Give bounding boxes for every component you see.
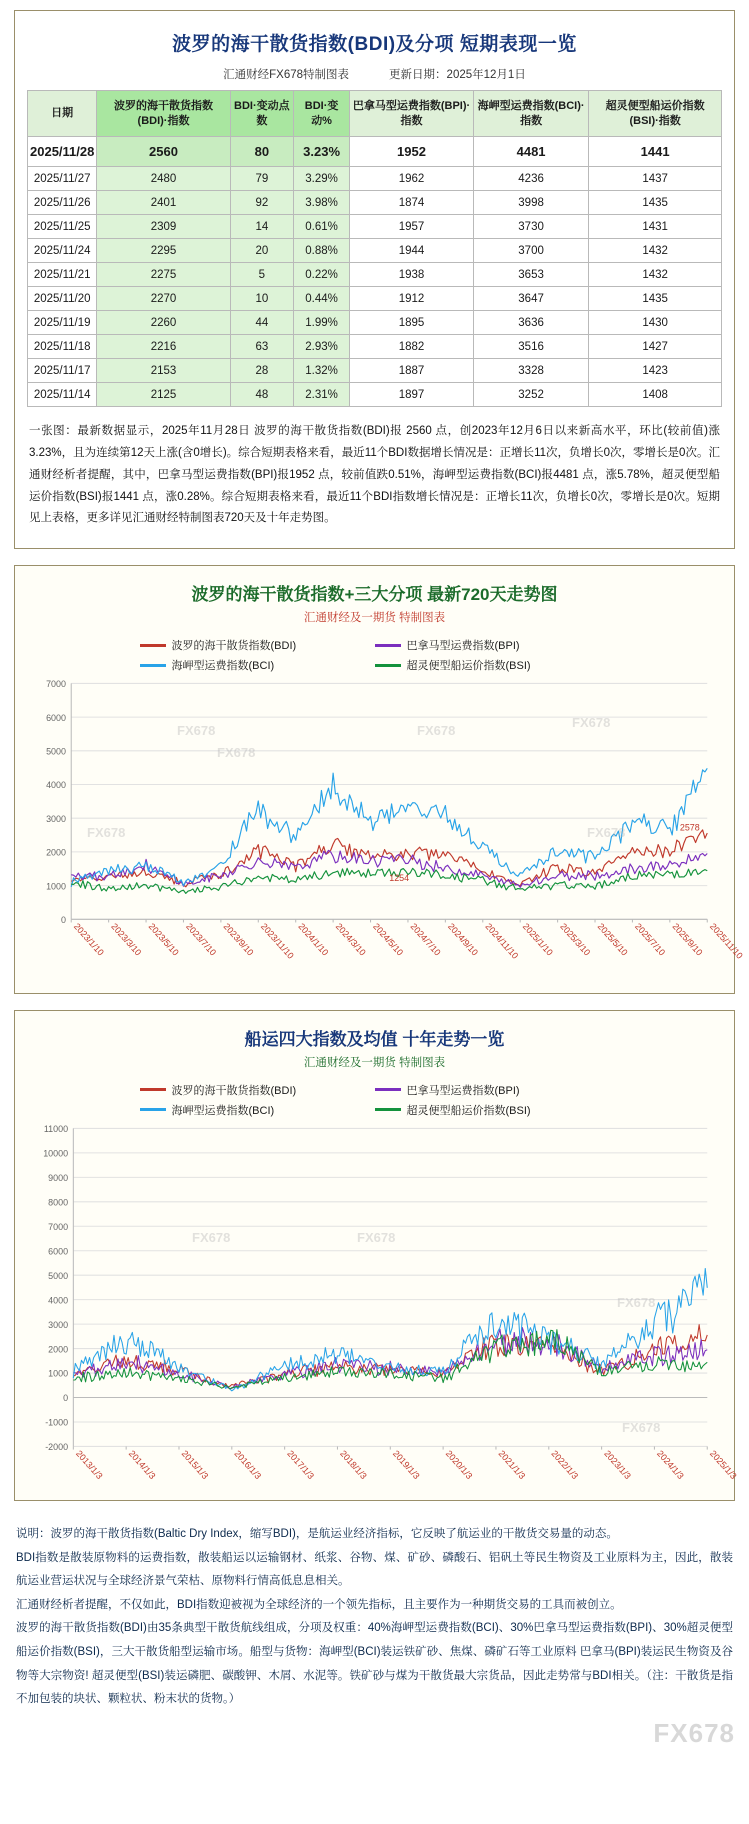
table-row (28, 359, 722, 383)
svg-text:4000: 4000 (48, 1294, 69, 1305)
svg-text:2021/1/3: 2021/1/3 (496, 1448, 528, 1481)
legend-label-bpi: 巴拿马型运费指数(BPI) (406, 640, 520, 653)
legend-item-bci (140, 657, 375, 673)
cell-date: 2025/11/25 (28, 215, 97, 239)
watermark-fx678: FX678 (87, 825, 126, 841)
cell-date: 2025/11/21 (28, 263, 97, 287)
svg-text:2025/1/10: 2025/1/10 (520, 921, 555, 958)
cell-bsi: 1423 (589, 359, 722, 383)
cell-bsi: 1432 (589, 263, 722, 287)
cell-chg: 63 (230, 335, 293, 359)
legend-swatch-bdi (140, 644, 166, 647)
watermark-fx678: FX678 (417, 723, 456, 739)
cell-bsi: 1441 (589, 137, 722, 167)
cell-pct: 3.23% (294, 137, 350, 167)
cell-date: 2025/11/17 (28, 359, 97, 383)
cell-bci: 3730 (473, 215, 588, 239)
table-note: 一张图：最新数据显示，2025年11月28日 波罗的海干散货指数(BDI)报 2560 点，创2023年12月6日以来新高水平，环比(较前值)涨3.23%，且为连续第12天上涨(含0增长)。综合短期表格来看，最近11个BDI数据增长情况是：正增长11次，负增长0次，零增长是0次。汇通财经析者提醒，其中，巴拿马型运费指数(BPI)报1952 点，较前值跌0.51%，海岬型运费指数(BCI)报4481 点，涨5.78%，超灵便型船运价指数(BSI)报1441 点，涨0.28%。综合短期表格来看，最近11个BDI指数增长情况是：正增长11次，负增长0次，零增长是0次。短期见上表格，更多详见汇通财经特制图表720天及十年走势图。 (29, 425, 720, 525)
cell-bpi: 1882 (350, 335, 474, 359)
col-bsi: 超灵便型船运价指数(BSI)·指数 (589, 91, 722, 137)
svg-text:-1000: -1000 (45, 1417, 69, 1428)
cell-bpi: 1957 (350, 215, 474, 239)
cell-bdi: 2401 (97, 191, 230, 215)
svg-text:2024/5/10: 2024/5/10 (371, 921, 406, 958)
footer-line: 汇通财经析者提醒，不仅如此，BDI指数迎被视为全球经济的一个领先指标，且主要作为一种期货交易的工具而被创立。 (16, 1598, 622, 1611)
legend-item-bci (140, 1102, 375, 1118)
cell-date: 2025/11/14 (28, 383, 97, 407)
svg-text:2025/11/10: 2025/11/10 (707, 921, 745, 961)
cell-pct: 0.22% (294, 263, 350, 287)
watermark-fx678: FX678 (622, 1419, 661, 1435)
cell-bpi: 1938 (350, 263, 474, 287)
svg-text:2015/1/3: 2015/1/3 (179, 1448, 211, 1481)
watermark-fx678: FX678 (357, 1229, 396, 1245)
svg-text:5000: 5000 (46, 746, 66, 757)
cell-bpi: 1962 (350, 167, 474, 191)
svg-text:2024/3/10: 2024/3/10 (333, 921, 368, 958)
cell-bci: 3328 (473, 359, 588, 383)
cell-bdi: 2560 (97, 137, 230, 167)
chart-10y-title: 船运四大指数及均值 十年走势一览 (244, 1029, 505, 1049)
chart-10y-panel (14, 1010, 739, 1502)
svg-text:9000: 9000 (48, 1172, 69, 1183)
cell-pct: 2.31% (294, 383, 350, 407)
cell-bci: 3252 (473, 383, 588, 407)
table-subtitle-right: 更新日期：2025年12月1日 (389, 69, 526, 81)
chart-10y-plot (27, 1120, 739, 1489)
table-row (28, 263, 722, 287)
svg-text:2025/9/10: 2025/9/10 (670, 921, 705, 958)
bdi-table-body (28, 137, 722, 407)
cell-bdi: 2309 (97, 215, 230, 239)
svg-text:2024/1/10: 2024/1/10 (296, 921, 331, 958)
legend-swatch-bci (140, 664, 166, 667)
cell-pct: 3.29% (294, 167, 350, 191)
legend-label-bsi: 超灵便型船运价指数(BSI) (406, 660, 531, 673)
cell-bsi: 1431 (589, 215, 722, 239)
svg-text:7000: 7000 (48, 1221, 69, 1232)
col-bci: 海岬型运费指数(BCI)·指数 (473, 91, 588, 137)
table-row (28, 215, 722, 239)
table-subtitle-left: 汇通财经FX678特制图表 (223, 69, 350, 81)
cell-bci: 3516 (473, 335, 588, 359)
chart-720d-subtitle: 汇通财经及一期货 特制图表 (303, 612, 446, 625)
svg-text:2000: 2000 (46, 847, 66, 858)
svg-text:6000: 6000 (46, 713, 66, 724)
cell-date: 2025/11/24 (28, 239, 97, 263)
cell-chg: 10 (230, 287, 293, 311)
bdi-table (27, 90, 722, 407)
cell-chg: 14 (230, 215, 293, 239)
table-row (28, 311, 722, 335)
svg-text:2017/1/3: 2017/1/3 (285, 1448, 316, 1481)
footer-explanation (14, 1517, 735, 1712)
legend-swatch-bpi (375, 1088, 401, 1091)
cell-bsi: 1435 (589, 287, 722, 311)
svg-text:2024/11/10: 2024/11/10 (483, 921, 521, 961)
watermark-fx678: FX678 (217, 745, 256, 761)
svg-text:2025/5/10: 2025/5/10 (595, 921, 630, 958)
cell-bsi: 1427 (589, 335, 722, 359)
watermark-fx678: FX678 (192, 1229, 231, 1245)
legend-item-bsi (375, 1102, 610, 1118)
cell-date: 2025/11/28 (28, 137, 97, 167)
svg-text:2023/5/10: 2023/5/10 (146, 921, 181, 958)
chart-720d-panel (14, 565, 745, 993)
cell-bdi: 2270 (97, 287, 230, 311)
svg-text:2025/3/10: 2025/3/10 (558, 921, 593, 958)
cell-bsi: 1430 (589, 311, 722, 335)
legend-swatch-bsi (375, 664, 401, 667)
svg-text:2025/1/3: 2025/1/3 (707, 1448, 739, 1481)
legend-label-bpi: 巴拿马型运费指数(BPI) (406, 1084, 520, 1097)
svg-text:2019/1/3: 2019/1/3 (390, 1448, 422, 1481)
cell-bsi: 1432 (589, 239, 722, 263)
legend-item-bpi (375, 1082, 610, 1098)
legend-label-bci: 海岬型运费指数(BCI) (171, 660, 275, 673)
svg-text:2024/9/10: 2024/9/10 (445, 921, 481, 958)
table-title: 波罗的海干散货指数(BDI)及分项 短期表现一览 (172, 34, 577, 55)
cell-bdi: 2275 (97, 263, 230, 287)
cell-bci: 3636 (473, 311, 588, 335)
cell-bdi: 2260 (97, 311, 230, 335)
chart-10y-subtitle: 汇通财经及一期货 特制图表 (303, 1056, 446, 1069)
legend-item-bdi (140, 637, 375, 653)
cell-bsi: 1435 (589, 191, 722, 215)
table-row (28, 167, 722, 191)
table-row (28, 335, 722, 359)
cell-bpi: 1912 (350, 287, 474, 311)
cell-pct: 1.99% (294, 311, 350, 335)
svg-text:3000: 3000 (46, 814, 66, 825)
col-bdi: 波罗的海干散货指数(BDI)·指数 (97, 91, 230, 137)
cell-bci: 3653 (473, 263, 588, 287)
cell-chg: 44 (230, 311, 293, 335)
cell-bci: 3998 (473, 191, 588, 215)
svg-text:0: 0 (60, 915, 66, 926)
col-date: 日期 (28, 91, 97, 137)
cell-chg: 92 (230, 191, 293, 215)
chart-720d-svg (27, 675, 745, 980)
legend-label-bdi: 波罗的海干散货指数(BDI) (171, 640, 297, 653)
legend-label-bdi: 波罗的海干散货指数(BDI) (171, 1084, 297, 1097)
svg-text:2016/1/3: 2016/1/3 (232, 1448, 264, 1481)
cell-date: 2025/11/20 (28, 287, 97, 311)
cell-date: 2025/11/19 (28, 311, 97, 335)
legend-label-bsi: 超灵便型船运价指数(BSI) (406, 1104, 531, 1117)
svg-text:2013/1/3: 2013/1/3 (73, 1448, 105, 1481)
cell-bdi: 2216 (97, 335, 230, 359)
legend-item-bdi (140, 1082, 375, 1098)
legend-swatch-bci (140, 1108, 166, 1111)
svg-text:1254: 1254 (389, 873, 410, 884)
table-subtitle (27, 58, 722, 90)
svg-text:2024/7/10: 2024/7/10 (408, 921, 443, 958)
col-bdi-change-points: BDI·变动点数 (230, 91, 293, 137)
table-row (28, 191, 722, 215)
svg-text:2014/1/3: 2014/1/3 (126, 1448, 158, 1481)
bdi-table-head (28, 91, 722, 137)
cell-pct: 0.61% (294, 215, 350, 239)
bdi-table-header-row (28, 91, 722, 137)
legend-label-bci: 海岬型运费指数(BCI) (171, 1104, 275, 1117)
cell-pct: 0.88% (294, 239, 350, 263)
brand-watermark: FX678 (653, 1717, 735, 1748)
svg-text:10000: 10000 (43, 1148, 69, 1159)
watermark-fx678: FX678 (587, 825, 626, 841)
svg-text:2025/7/10: 2025/7/10 (633, 921, 668, 958)
cell-chg: 28 (230, 359, 293, 383)
legend-item-bsi (375, 657, 610, 673)
svg-text:1000: 1000 (46, 881, 66, 892)
svg-text:2020/1/3: 2020/1/3 (443, 1448, 475, 1481)
chart-720d-legend (140, 637, 610, 673)
table-row (28, 239, 722, 263)
cell-date: 2025/11/27 (28, 167, 97, 191)
chart-10y-svg (27, 1120, 739, 1489)
svg-text:2018/1/3: 2018/1/3 (338, 1448, 369, 1481)
footer-line: BDI指数是散装原物料的运费指数，散装船运以运输钢材、纸浆、谷物、煤、矿砂、磷酸石、铝矾土等民生物资及工业原料为主，因此，散装航运业营运状况与全球经济景气荣枯、原物料行情高低息息相关。 (16, 1551, 733, 1588)
watermark-fx678: FX678 (617, 1294, 656, 1310)
bdi-table-panel (14, 10, 735, 549)
cell-chg: 79 (230, 167, 293, 191)
cell-bsi: 1437 (589, 167, 722, 191)
svg-text:1000: 1000 (48, 1368, 69, 1379)
cell-bdi: 2480 (97, 167, 230, 191)
svg-text:2022/1/3: 2022/1/3 (549, 1448, 581, 1481)
col-bpi: 巴拿马型运费指数(BPI)·指数 (350, 91, 474, 137)
legend-item-bpi (375, 637, 610, 653)
svg-text:3000: 3000 (48, 1319, 69, 1330)
cell-bpi: 1887 (350, 359, 474, 383)
cell-pct: 0.44% (294, 287, 350, 311)
svg-text:2578: 2578 (679, 822, 700, 833)
cell-date: 2025/11/18 (28, 335, 97, 359)
svg-text:4000: 4000 (46, 780, 66, 791)
cell-bdi: 2153 (97, 359, 230, 383)
svg-text:5000: 5000 (48, 1270, 69, 1281)
cell-chg: 48 (230, 383, 293, 407)
cell-chg: 80 (230, 137, 293, 167)
watermark-fx678: FX678 (177, 723, 216, 739)
table-row (28, 287, 722, 311)
cell-pct: 1.32% (294, 359, 350, 383)
cell-pct: 2.93% (294, 335, 350, 359)
cell-bci: 3700 (473, 239, 588, 263)
svg-text:2023/1/10: 2023/1/10 (71, 921, 106, 958)
svg-text:0: 0 (63, 1392, 69, 1403)
cell-bdi: 2125 (97, 383, 230, 407)
svg-text:2023/9/10: 2023/9/10 (221, 921, 256, 958)
cell-bsi: 1408 (589, 383, 722, 407)
table-row (28, 383, 722, 407)
chart-720d-plot (27, 675, 745, 980)
cell-bci: 4481 (473, 137, 588, 167)
svg-text:7000: 7000 (46, 679, 66, 690)
svg-text:6000: 6000 (48, 1246, 69, 1257)
footer-line: 波罗的海干散货指数(BDI)由35条典型干散货航线组成，分项及权重：40%海岬型运费指数(BCI)、30%巴拿马型运费指数(BPI)、30%超灵便型船运价指数(BSI)，三大干散货船型运输市场。船型与货物：海岬型(BCI)装运铁矿砂、焦煤、磷矿石等工业原料 巴拿马(BPI)装运民生物资及谷物等大宗物资! 超灵便型(BSI)装运磷肥、碳酸钾、木屑、水泥等。铁矿砂与煤为干散货最大宗货品，因此走势常与BDI相关。（注：干散货是指不加包装的块状、颗粒状、粉末状的货物。） (16, 1622, 733, 1706)
svg-text:2023/1/3: 2023/1/3 (602, 1448, 633, 1481)
legend-swatch-bdi (140, 1088, 166, 1091)
chart-10y-legend (140, 1082, 610, 1118)
svg-text:2023/3/10: 2023/3/10 (109, 921, 144, 958)
cell-chg: 5 (230, 263, 293, 287)
svg-text:-2000: -2000 (45, 1441, 69, 1452)
cell-bpi: 1895 (350, 311, 474, 335)
legend-swatch-bsi (375, 1108, 401, 1111)
svg-text:2023/7/10: 2023/7/10 (184, 921, 219, 958)
cell-bpi: 1944 (350, 239, 474, 263)
cell-bpi: 1874 (350, 191, 474, 215)
cell-chg: 20 (230, 239, 293, 263)
legend-swatch-bpi (375, 644, 401, 647)
svg-text:2023/11/10: 2023/11/10 (258, 921, 296, 961)
footer-line: 说明：波罗的海干散货指数(Baltic Dry Index，缩写BDI)，是航运业经济指标，它反映了航运业的干散货交易量的动态。 (16, 1528, 618, 1541)
table-row (28, 137, 722, 167)
cell-pct: 3.98% (294, 191, 350, 215)
chart-720d-title: 波罗的海干散货指数+三大分项 最新720天走势图 (191, 585, 558, 605)
col-bdi-change-percent: BDI·变动% (294, 91, 350, 137)
svg-text:11000: 11000 (43, 1123, 69, 1134)
cell-bpi: 1897 (350, 383, 474, 407)
cell-bci: 3647 (473, 287, 588, 311)
svg-text:2000: 2000 (48, 1343, 69, 1354)
cell-bdi: 2295 (97, 239, 230, 263)
svg-text:8000: 8000 (48, 1197, 69, 1208)
svg-text:2024/1/3: 2024/1/3 (655, 1448, 686, 1481)
cell-bci: 4236 (473, 167, 588, 191)
cell-date: 2025/11/26 (28, 191, 97, 215)
cell-bpi: 1952 (350, 137, 474, 167)
watermark-fx678: FX678 (572, 715, 611, 731)
